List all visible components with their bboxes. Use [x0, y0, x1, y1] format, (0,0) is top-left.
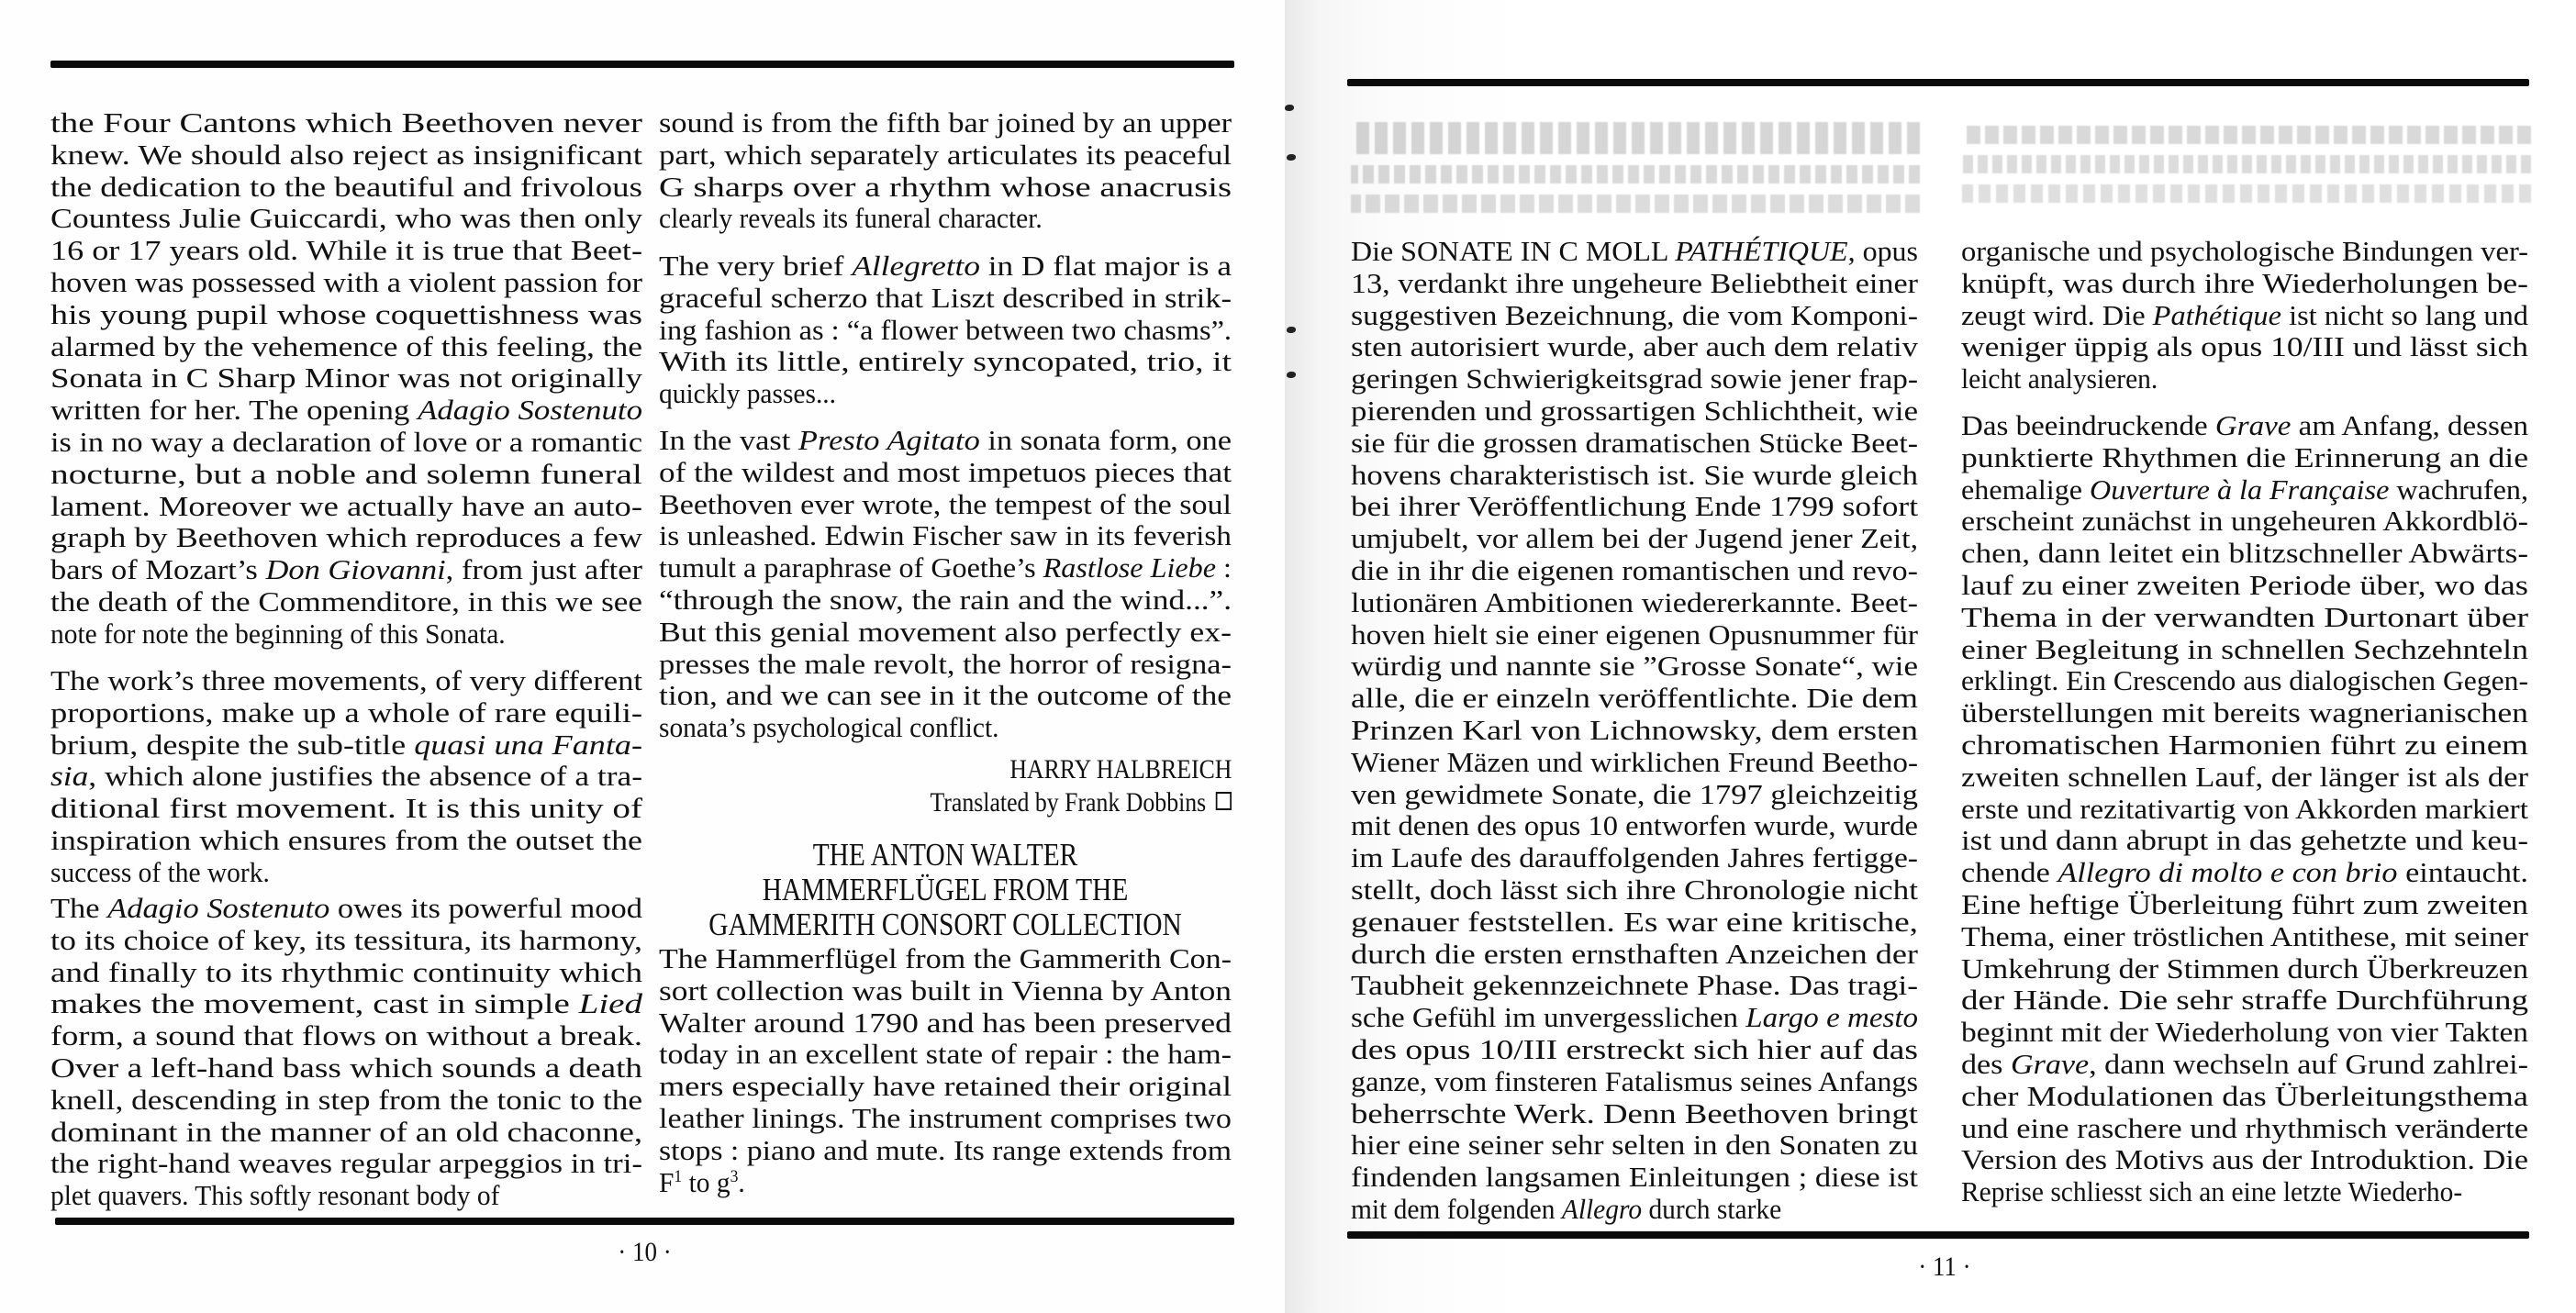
text-line: alle, die er einzeln veröffentlichte. Die dem: [1351, 682, 1919, 715]
paragraph: [659, 943, 1232, 1198]
text-line: The work’s three movements, of very different: [50, 664, 642, 696]
text-line: clearly reveals its funeral character.: [659, 202, 1043, 235]
text-line: hoven hielt sie einer eigenen Opusnummer für: [1351, 618, 1919, 651]
text-line: stellt, doch lässt sich ihre Chronologie nicht: [1351, 873, 1918, 906]
paragraph: [1961, 236, 2528, 395]
text-line: chromatischen Harmonien führt zu einem: [1961, 728, 2529, 761]
text-line: cher Modulationen das Überleitungsthema: [1961, 1079, 2529, 1112]
text-line: mers especially have retained their original: [659, 1070, 1232, 1103]
text-line: mit denen des opus 10 entworfen wurde, wurde: [1351, 809, 1919, 842]
text-line: ven gewidmete Sonate, die 1797 gleichzeitig: [1351, 777, 1919, 810]
text-line: is in no way a declaration of love or a romantic: [50, 425, 643, 458]
text-line: einer Begleitung in schnellen Sechzehnteln: [1961, 632, 2529, 665]
right-page: [1285, 0, 2576, 1313]
text-line: Beethoven ever wrote, the tempest of the soul: [659, 487, 1232, 520]
end-mark-icon: [1216, 792, 1232, 810]
text-line: suggestiven Bezeichnung, die vom Komponi-: [1351, 298, 1918, 331]
text-line: lauf zu einer zweiten Periode über, wo das: [1961, 568, 2528, 601]
text-line: 16 or 17 years old. While it is true that Beet-: [50, 234, 643, 267]
text-line: tumult a paraphrase of Goethe’s Rastlose Liebe :: [659, 551, 1232, 584]
text-line: sort collection was built in Vienna by Anton: [659, 974, 1232, 1007]
text-line: leather linings. The instrument comprises two: [659, 1101, 1232, 1134]
heading-line: HAMMERFLÜGEL FROM THE: [762, 872, 1129, 907]
text-line: sonata’s psychological conflict.: [659, 711, 999, 744]
text-line: überstellungen mit bereits wagnerianischen: [1961, 696, 2528, 729]
text-line: würdig und nannte sie ”Grosse Sonate“, wie: [1351, 650, 1918, 683]
paragraph: [659, 107, 1232, 235]
text-line: zweiten schnellen Lauf, der länger ist als der: [1961, 760, 2529, 793]
text-line: beginnt mit der Wiederholung von vier Takten: [1961, 1016, 2529, 1049]
text-line: ist und dann abrupt in das gehetzte und keu-: [1961, 824, 2528, 857]
text-line: der Hände. Die sehr straffe Durchführung: [1961, 984, 2528, 1017]
text-line: written for her. The opening Adagio Sostenuto: [50, 394, 643, 427]
text-line: umjubelt, vor allem bei der Jugend jener Zeit,: [1351, 522, 1919, 555]
text-line: organische und psychologische Bindungen ver-: [1961, 235, 2529, 267]
heading-line: THE ANTON WALTER: [812, 837, 1078, 873]
text-line: sound is from the fifth bar joined by an upper: [659, 106, 1232, 139]
text-line: graceful scherzo that Liszt described in strik-: [659, 281, 1232, 314]
text-line: lament. Moreover we actually have an auto-: [50, 489, 643, 522]
text-line: Taubheit gekennzeichnete Phase. Das tragi-: [1351, 969, 1919, 1002]
text-line: erste und rezitativartig von Akkorden markiert: [1961, 792, 2529, 825]
text-line: part, which separately articulates its peaceful: [659, 138, 1232, 171]
text-line: findenden langsamen Einleitungen ; diese ist: [1351, 1161, 1918, 1194]
text-line: ganze, vom finsteren Fatalismus seines Anfangs: [1351, 1064, 1919, 1097]
text-line: success of the work.: [50, 855, 270, 888]
text-line: Thema in der verwandten Durtonart über: [1961, 600, 2528, 633]
text-line: the dedication to the beautiful and frivolous: [50, 170, 642, 203]
top-rule: [1347, 79, 2529, 86]
bottom-rule: [1347, 1231, 2529, 1239]
text-line: The very brief Allegretto in D flat major is a: [659, 250, 1232, 282]
text-line: und eine raschere und rhythmisch veränderte: [1961, 1111, 2529, 1144]
text-line: In the vast Presto Agitato in sonata form, one: [659, 424, 1232, 456]
text-line: knell, descending in step from the tonic to the: [50, 1083, 643, 1116]
text-line: sie für die grossen dramatischen Stücke Beet-: [1351, 426, 1918, 459]
text-line: is unleashed. Edwin Fischer saw in its feverish: [659, 519, 1232, 552]
text-line: hoven was possessed with a violent passion for: [50, 265, 643, 298]
text-line: $F^1$ to $g^3$.: [659, 1165, 745, 1198]
text-line: today in an excellent state of repair : the ham-: [659, 1038, 1232, 1071]
paragraph: [659, 425, 1232, 744]
text-line: leicht analysieren.: [1961, 362, 2158, 395]
binding-mark: [1287, 327, 1296, 333]
page-number: · 10 ·: [618, 1237, 672, 1267]
text-line: mit dem folgenden Allegro durch starke: [1351, 1192, 1782, 1225]
text-line: of the wildest and most impetuos pieces that: [659, 455, 1232, 488]
text-line: Reprise schliesst sich an eine letzte Wiederho-: [1961, 1175, 2463, 1208]
text-line: geringen Schwierigkeitsgrad sowie jener frap-: [1351, 362, 1919, 395]
text-line: the right-hand weaves regular arpeggios in tri-: [50, 1147, 642, 1180]
text-line: The Adagio Sostenuto owes its powerful mood: [50, 892, 642, 924]
paragraph: [50, 893, 642, 1212]
page-number: · 11 ·: [1918, 1252, 1971, 1282]
text-line: G sharps over a rhythm whose anacrusis: [659, 170, 1232, 203]
text-line: ditional first movement. It is this unity of: [50, 792, 643, 825]
text-line: Das beeindruckende Grave am Anfang, dessen: [1961, 409, 2528, 441]
text-line: durch die ersten ernsthaften Anzeichen der: [1351, 937, 1918, 970]
text-line: die in ihr die eigenen romantischen und revo-: [1351, 553, 1918, 586]
paragraph: [1961, 410, 2528, 1208]
text-line: stops : piano and mute. Its range extends from: [659, 1133, 1232, 1166]
text-line: Wiener Mäzen und wirklichen Freund Beetho-: [1351, 745, 1918, 778]
text-line: Version des Motivs aus der Introduktion. Die: [1961, 1143, 2528, 1176]
text-line: sche Gefühl im unvergesslichen Largo e mesto: [1351, 1001, 1919, 1034]
text-line: knew. We should also reject as insignificant: [50, 138, 642, 171]
text-line: pierenden und grossartigen Schlichtheit, wie: [1351, 394, 1918, 427]
text-line: But this genial movement also perfectly ex-: [659, 615, 1232, 648]
text-line: 13, verdankt ihre ungeheure Beliebtheit einer: [1351, 266, 1918, 299]
text-line: his young pupil whose coquettishness was: [50, 297, 643, 330]
bleed-through-text: [1962, 115, 2531, 243]
text-line: “through the snow, the rain and the wind...”.: [659, 583, 1232, 616]
text-line: erklingt. Ein Crescendo aus dialogischen Gegen-: [1961, 664, 2528, 697]
text-line: des Grave, dann wechseln auf Grund zahlrei-: [1961, 1047, 2528, 1080]
text-line: chen, dann leitet ein blitzschneller Abwärts-: [1961, 537, 2529, 570]
text-line: bei ihrer Veröffentlichung Ende 1799 sofort: [1351, 490, 1919, 523]
text-line: zeugt wird. Die Pathétique ist nicht so lang und: [1961, 298, 2528, 331]
paragraph: [50, 107, 642, 651]
text-line: hier eine seiner sehr selten in den Sonaten zu: [1351, 1129, 1919, 1162]
text-line: note for note the beginning of this Sonata.: [50, 617, 506, 650]
text-line: alarmed by the vehemence of this feeling, the: [50, 329, 643, 362]
text-line: brium, despite the sub-title quasi una Fanta-: [50, 728, 642, 761]
column-2: [659, 107, 1232, 1208]
heading-line: GAMMERITH CONSORT COLLECTION: [708, 907, 1182, 942]
text-line: ing fashion as : “a flower between two chasms”.: [659, 313, 1232, 346]
text-line: Eine heftige Überleitung führt zum zweiten: [1961, 887, 2528, 920]
binding-mark: [1285, 105, 1294, 111]
text-line: sia, which alone justifies the absence of a tra-: [50, 760, 642, 793]
text-line: nocturne, but a noble and solemn funeral: [50, 457, 643, 490]
text-line: sten autorisiert wurde, aber auch dem relativ: [1351, 330, 1919, 363]
text-line: Prinzen Karl von Lichnowsky, dem ersten: [1351, 713, 1918, 746]
text-line: proportions, make up a whole of rare equili-: [50, 695, 643, 729]
text-line: genauer feststellen. Es war eine kritische,: [1351, 905, 1919, 938]
translator-name: Translated by Frank Dobbins: [930, 787, 1207, 818]
text-line: Umkehrung der Stimmen durch Überkreuzen: [1961, 951, 2529, 985]
text-line: Sonata in C Sharp Minor was not originally: [50, 362, 642, 395]
author-signature: [1009, 753, 1232, 786]
section-heading: [659, 838, 1232, 942]
left-page: [0, 0, 1285, 1313]
text-line: des opus 10/III erstreckt sich hier auf das: [1351, 1032, 1918, 1065]
text-line: hovens charakteristisch ist. Sie wurde gleich: [1351, 458, 1919, 491]
text-line: and finally to its rhythmic continuity which: [50, 955, 643, 988]
binding-mark: [1287, 154, 1296, 161]
text-line: bars of Mozart’s Don Giovanni, from just after: [50, 553, 643, 586]
text-line: lutionären Ambitionen wiedererkannte. Beet-: [1351, 585, 1919, 618]
bottom-rule: [55, 1218, 1234, 1225]
text-line: dominant in the manner of an old chaconne,: [50, 1115, 643, 1148]
text-line: Thema, einer tröstlichen Antithese, mit seiner: [1961, 919, 2529, 952]
text-line: makes the movement, cast in simple Lied: [50, 987, 643, 1020]
text-line: the death of the Commenditore, in this we see: [50, 584, 642, 618]
bleed-through-text: [1351, 115, 1920, 243]
text-line: to its choice of key, its tessitura, its harmony,: [50, 923, 642, 956]
text-line: Over a left-hand bass which sounds a death: [50, 1051, 643, 1084]
text-line: ehemalige Ouverture à la Française wachrufen,: [1961, 473, 2528, 506]
text-line: The Hammerflügel from the Gammerith Con-: [659, 942, 1232, 974]
text-line: weniger üppig als opus 10/III und lässt sich: [1961, 330, 2529, 363]
text-line: Die SONATE IN C MOLL PATHÉTIQUE, opus: [1351, 235, 1919, 267]
text-line: im Laufe des darauffolgenden Jahres fertigge-: [1351, 841, 1918, 874]
text-line: graph by Beethoven which reproduces a few: [50, 521, 642, 554]
text-line: inspiration which ensures from the outset the: [50, 823, 642, 856]
text-line: Countess Julie Guiccardi, who was then only: [50, 202, 643, 235]
paragraph: [50, 665, 642, 889]
binding-mark: [1287, 372, 1296, 378]
text-line: tion, and we can see in it the outcome of the: [659, 679, 1232, 712]
text-line: form, a sound that flows on without a break.: [50, 1019, 643, 1052]
text-line: beherrschte Werk. Denn Beethoven bringt: [1351, 1096, 1919, 1129]
author-name: HARRY HALBREICH: [1009, 754, 1232, 784]
text-line: presses the male revolt, the horror of resigna-: [659, 647, 1232, 680]
text-line: punktierte Rhythmen die Erinnerung an die: [1961, 440, 2529, 473]
top-rule: [50, 61, 1234, 68]
text-line: Walter around 1790 and has been preserved: [659, 1006, 1232, 1039]
text-line: chende Allegro di molto e con brio eintaucht.: [1961, 856, 2528, 889]
text-line: knüpft, was durch ihre Wiederholungen be-: [1961, 266, 2528, 299]
text-line: plet quavers. This softly resonant body of: [50, 1179, 500, 1212]
translator-credit: [931, 786, 1232, 819]
paragraph: [659, 250, 1232, 410]
paragraph: [1351, 236, 1918, 1226]
text-line: With its little, entirely syncopated, trio, it: [659, 345, 1232, 378]
text-line: erscheint zunächst in ungeheuren Akkordblö-: [1961, 505, 2529, 538]
text-line: the Four Cantons which Beethoven never: [50, 106, 642, 139]
text-line: quickly passes...: [659, 377, 837, 410]
